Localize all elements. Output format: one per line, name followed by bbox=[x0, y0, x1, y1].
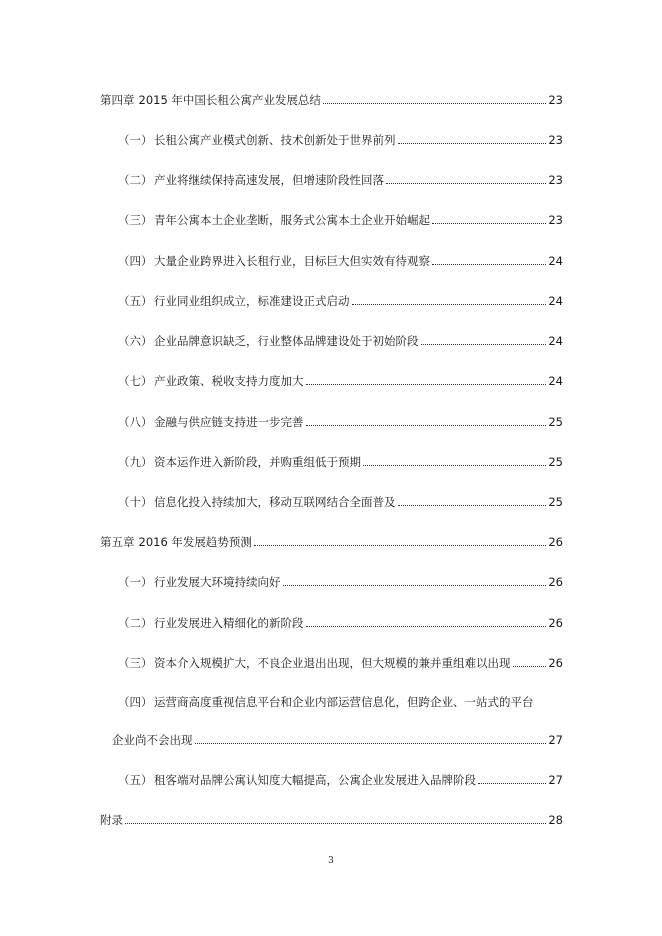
toc-entry-page: 25 bbox=[548, 415, 563, 429]
toc-entry-appendix[interactable] bbox=[100, 809, 563, 827]
toc-entry-title-continuation: 企业尚不会出现 bbox=[112, 733, 193, 747]
toc-leader-dots bbox=[432, 222, 546, 224]
toc-entry-title: 资本运作进入新阶段，并购重组低于预期 bbox=[154, 455, 361, 469]
toc-entry-title: 租客端对品牌公寓认知度大幅提高，公寓企业发展进入品牌阶段 bbox=[154, 773, 476, 787]
toc-entry-title: 2016 年发展趋势预测 bbox=[138, 535, 252, 549]
toc-leader-dots bbox=[195, 742, 547, 744]
toc-leader-dots bbox=[386, 182, 546, 184]
toc-entry-title: 产业将继续保持高速发展，但增速阶段性回落 bbox=[154, 173, 384, 187]
toc-entry-title: 青年公寓本土企业垄断，服务式公寓本土企业开始崛起 bbox=[154, 213, 430, 227]
toc-leader-dots bbox=[306, 424, 547, 426]
toc-leader-dots bbox=[398, 142, 547, 144]
toc-entry-page: 23 bbox=[548, 93, 563, 107]
toc-entry-title: 企业品牌意识缺乏，行业整体品牌建设处于初始阶段 bbox=[154, 334, 419, 348]
toc-entry-page: 26 bbox=[548, 616, 563, 630]
toc-entry-page: 27 bbox=[548, 733, 563, 747]
toc-entry-number: （四） bbox=[118, 695, 153, 709]
toc-entry-number: （一） bbox=[118, 133, 153, 147]
toc-entry-title: 行业同业组织成立，标准建设正式启动 bbox=[154, 294, 350, 308]
toc-entry-chapter-4[interactable] bbox=[100, 89, 563, 107]
toc-leader-dots bbox=[421, 343, 547, 345]
toc-entry-section[interactable] bbox=[118, 330, 563, 348]
toc-leader-dots bbox=[306, 625, 547, 627]
toc-entry-page: 24 bbox=[548, 254, 563, 268]
toc-entry-number: （三） bbox=[118, 656, 153, 670]
toc-entry-number: （六） bbox=[118, 334, 153, 348]
toc-entry-section-wrapped[interactable] bbox=[118, 691, 563, 709]
toc-entry-title: 长租公寓产业模式创新、技术创新处于世界前列 bbox=[154, 133, 396, 147]
toc-entry-section[interactable] bbox=[118, 769, 563, 787]
toc-entry-number: （五） bbox=[118, 294, 153, 308]
toc-entry-title: 2015 年中国长租公寓产业发展总结 bbox=[138, 93, 321, 107]
toc-entry-section[interactable] bbox=[118, 571, 563, 589]
toc-entry-section[interactable] bbox=[118, 250, 563, 268]
toc-leader-dots bbox=[478, 782, 546, 784]
toc-entry-page: 24 bbox=[548, 334, 563, 348]
toc-leader-dots bbox=[125, 822, 546, 824]
toc-entry-page: 26 bbox=[548, 656, 563, 670]
toc-entry-page: 26 bbox=[548, 535, 563, 549]
toc-entry-page: 25 bbox=[548, 455, 563, 469]
toc-entry-title: 行业发展大环境持续向好 bbox=[154, 575, 281, 589]
toc-entry-section[interactable] bbox=[118, 411, 563, 429]
toc-entry-title: 运营商高度重视信息平台和企业内部运营信息化，但跨企业、一站式的平台 bbox=[154, 695, 534, 709]
toc-entry-title: 产业政策、税收支持力度加大 bbox=[154, 374, 304, 388]
toc-entry-page: 25 bbox=[548, 495, 563, 509]
toc-entry-number: （十） bbox=[118, 495, 153, 509]
toc-entry-number: （八） bbox=[118, 415, 153, 429]
toc-leader-dots bbox=[432, 263, 546, 265]
toc-entry-page: 24 bbox=[548, 294, 563, 308]
toc-leader-dots bbox=[254, 544, 546, 546]
toc-entry-title: 信息化投入持续加大，移动互联网结合全面普及 bbox=[154, 495, 396, 509]
toc-entry-page: 23 bbox=[548, 173, 563, 187]
toc-leader-dots bbox=[352, 303, 547, 305]
toc-entry-section[interactable] bbox=[118, 451, 563, 469]
toc-entry-number: （三） bbox=[118, 213, 153, 227]
toc-entry-title: 金融与供应链支持进一步完善 bbox=[154, 415, 304, 429]
toc-entry-title: 附录 bbox=[100, 813, 123, 827]
toc-entry-title: 行业发展进入精细化的新阶段 bbox=[154, 616, 304, 630]
toc-entry-page: 23 bbox=[548, 133, 563, 147]
toc-entry-title: 大量企业跨界进入长租行业，目标巨大但实效有待观察 bbox=[154, 254, 430, 268]
toc-entry-number: 第四章 bbox=[100, 93, 135, 107]
toc-leader-dots bbox=[398, 504, 547, 506]
toc-entry-section[interactable] bbox=[118, 209, 563, 227]
toc-entry-number: （一） bbox=[118, 575, 153, 589]
toc-entry-number: （二） bbox=[118, 173, 153, 187]
toc-leader-dots bbox=[363, 464, 546, 466]
toc-entry-page: 26 bbox=[548, 575, 563, 589]
toc-entry-number: （七） bbox=[118, 374, 153, 388]
toc-entry-section[interactable] bbox=[118, 491, 563, 509]
toc-entry-section-continuation[interactable] bbox=[112, 729, 563, 747]
toc-entry-page: 28 bbox=[548, 813, 563, 827]
page-number: 3 bbox=[328, 856, 334, 866]
toc-entry-number: 第五章 bbox=[100, 535, 135, 549]
toc-leader-dots bbox=[306, 383, 547, 385]
toc-entry-section[interactable] bbox=[118, 129, 563, 147]
toc-leader-dots bbox=[283, 584, 547, 586]
toc-entry-section[interactable] bbox=[118, 612, 563, 630]
toc-entry-page: 23 bbox=[548, 213, 563, 227]
toc-entry-title: 资本介入规模扩大，不良企业退出出现，但大规模的兼并重组难以出现 bbox=[154, 656, 511, 670]
toc-entry-number: （四） bbox=[118, 254, 153, 268]
toc-entry-number: （五） bbox=[118, 773, 153, 787]
toc-entry-section[interactable] bbox=[118, 370, 563, 388]
toc-entry-number: （二） bbox=[118, 616, 153, 630]
toc-entry-chapter-5[interactable] bbox=[100, 531, 563, 549]
toc-entry-section[interactable] bbox=[118, 169, 563, 187]
toc-entry-page: 24 bbox=[548, 374, 563, 388]
toc-entry-page: 27 bbox=[548, 773, 563, 787]
toc-entry-number: （九） bbox=[118, 455, 153, 469]
toc-entry-section[interactable] bbox=[118, 652, 563, 670]
toc-leader-dots bbox=[323, 102, 546, 104]
toc-entry-section[interactable] bbox=[118, 290, 563, 308]
toc-leader-dots bbox=[513, 665, 547, 667]
